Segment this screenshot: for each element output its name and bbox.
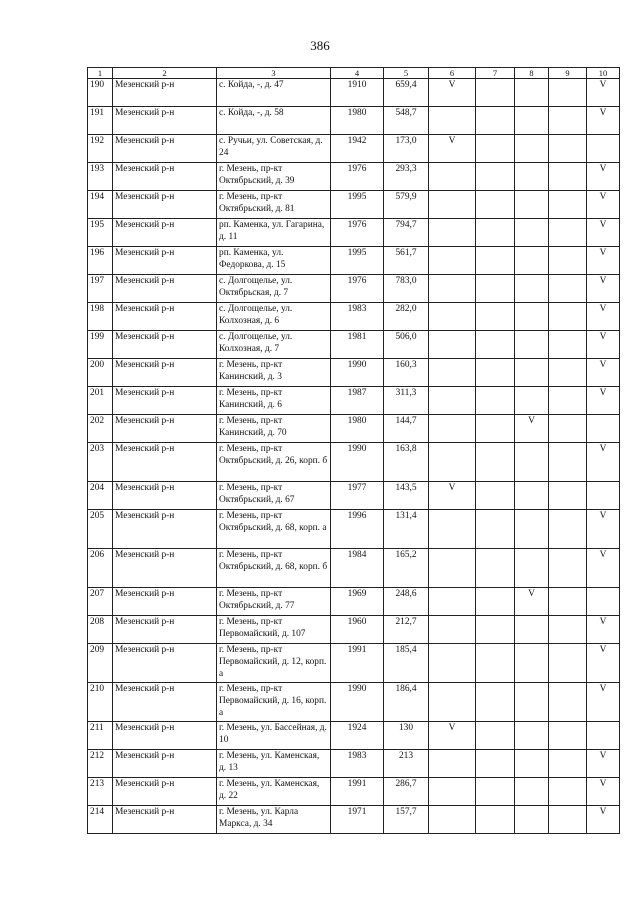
row-number-cell: 193 (88, 163, 113, 191)
year-cell: 1984 (331, 549, 384, 588)
column-9-cell (549, 482, 587, 510)
column-9-cell (549, 79, 587, 107)
row-number-cell: 210 (88, 683, 113, 722)
column-9-cell (549, 135, 587, 163)
year-cell: 1987 (331, 387, 384, 415)
area-cell: 131,4 (384, 510, 429, 549)
column-10-cell: V (587, 616, 620, 644)
column-9-cell (549, 275, 587, 303)
column-header: 5 (384, 68, 429, 79)
year-cell: 1976 (331, 275, 384, 303)
column-10-cell: V (587, 303, 620, 331)
year-cell: 1969 (331, 588, 384, 616)
year-cell: 1924 (331, 722, 384, 750)
year-cell: 1996 (331, 510, 384, 549)
district-cell: Мезенский р-н (113, 588, 217, 616)
table-row (88, 163, 620, 191)
column-8-cell (515, 644, 549, 683)
column-9-cell (549, 750, 587, 778)
row-number-cell: 211 (88, 722, 113, 750)
district-cell: Мезенский р-н (113, 191, 217, 219)
district-cell: Мезенский р-н (113, 415, 217, 443)
table-row (88, 588, 620, 616)
district-cell: Мезенский р-н (113, 644, 217, 683)
address-cell: г. Мезень, пр-кт Октябрьский, д. 67 (217, 482, 331, 510)
column-header: 9 (549, 68, 587, 79)
year-cell: 1980 (331, 415, 384, 443)
district-cell: Мезенский р-н (113, 359, 217, 387)
row-number-cell: 203 (88, 443, 113, 482)
column-7-cell (476, 616, 515, 644)
address-cell: г. Мезень, пр-кт Октябрьский, д. 81 (217, 191, 331, 219)
column-9-cell (549, 219, 587, 247)
column-9-cell (549, 644, 587, 683)
year-cell: 1983 (331, 303, 384, 331)
column-9-cell (549, 616, 587, 644)
column-7-cell (476, 482, 515, 510)
column-8-cell (515, 275, 549, 303)
year-cell: 1983 (331, 750, 384, 778)
column-8-cell (515, 247, 549, 275)
column-8-cell (515, 616, 549, 644)
column-8-cell (515, 806, 549, 834)
district-cell: Мезенский р-н (113, 135, 217, 163)
column-7-cell (476, 387, 515, 415)
area-cell: 213 (384, 750, 429, 778)
area-cell: 561,7 (384, 247, 429, 275)
column-7-cell (476, 588, 515, 616)
row-number-cell: 190 (88, 79, 113, 107)
year-cell: 1995 (331, 191, 384, 219)
column-8-cell (515, 135, 549, 163)
year-cell: 1976 (331, 219, 384, 247)
column-6-cell (429, 107, 476, 135)
column-7-cell (476, 644, 515, 683)
column-header: 7 (476, 68, 515, 79)
column-header: 8 (515, 68, 549, 79)
column-7-cell (476, 303, 515, 331)
address-cell: г. Мезень, пр-кт Первомайский, д. 107 (217, 616, 331, 644)
column-9-cell (549, 443, 587, 482)
table-row (88, 549, 620, 588)
address-cell: г. Мезень, пр-кт Канинский, д. 70 (217, 415, 331, 443)
column-9-cell (549, 107, 587, 135)
address-cell: с. Койда, -, д. 58 (217, 107, 331, 135)
table-row (88, 510, 620, 549)
column-8-cell (515, 79, 549, 107)
district-cell: Мезенский р-н (113, 750, 217, 778)
area-cell: 186,4 (384, 683, 429, 722)
page-number: 386 (310, 38, 330, 53)
table-row (88, 750, 620, 778)
column-6-cell (429, 644, 476, 683)
column-6-cell (429, 387, 476, 415)
column-10-cell: V (587, 163, 620, 191)
row-number-cell: 208 (88, 616, 113, 644)
column-9-cell (549, 683, 587, 722)
district-cell: Мезенский р-н (113, 79, 217, 107)
row-number-cell: 213 (88, 778, 113, 806)
area-cell: 783,0 (384, 275, 429, 303)
column-6-cell (429, 549, 476, 588)
column-6-cell (429, 443, 476, 482)
year-cell: 1977 (331, 482, 384, 510)
column-8-cell: V (515, 415, 549, 443)
address-cell: г. Мезень, пр-кт Октябрьский, д. 68, корп. б (217, 549, 331, 588)
district-cell: Мезенский р-н (113, 275, 217, 303)
area-cell: 506,0 (384, 331, 429, 359)
address-cell: с. Долгощелье, ул. Колхозная, д. 7 (217, 331, 331, 359)
column-10-cell: V (587, 443, 620, 482)
column-8-cell (515, 549, 549, 588)
column-9-cell (549, 191, 587, 219)
column-8-cell (515, 750, 549, 778)
column-6-cell (429, 588, 476, 616)
table-row (88, 247, 620, 275)
area-cell: 130 (384, 722, 429, 750)
address-cell: г. Мезень, ул. Каменская, д. 22 (217, 778, 331, 806)
column-10-cell: V (587, 79, 620, 107)
district-cell: Мезенский р-н (113, 247, 217, 275)
column-6-cell: V (429, 135, 476, 163)
address-cell: рп. Каменка, ул. Федоркова, д. 15 (217, 247, 331, 275)
address-cell: г. Мезень, пр-кт Первомайский, д. 12, корп. а (217, 644, 331, 683)
area-cell: 311,3 (384, 387, 429, 415)
row-number-cell: 196 (88, 247, 113, 275)
district-cell: Мезенский р-н (113, 722, 217, 750)
column-8-cell (515, 683, 549, 722)
area-cell: 143,5 (384, 482, 429, 510)
column-10-cell (587, 722, 620, 750)
district-cell: Мезенский р-н (113, 683, 217, 722)
column-10-cell: V (587, 359, 620, 387)
district-cell: Мезенский р-н (113, 163, 217, 191)
column-10-cell: V (587, 247, 620, 275)
column-6-cell (429, 247, 476, 275)
column-6-cell (429, 275, 476, 303)
column-8-cell (515, 482, 549, 510)
area-cell: 212,7 (384, 616, 429, 644)
year-cell: 1995 (331, 247, 384, 275)
column-6-cell (429, 219, 476, 247)
column-6-cell (429, 510, 476, 549)
column-10-cell: V (587, 750, 620, 778)
column-9-cell (549, 247, 587, 275)
address-cell: с. Долгощелье, ул. Октябрьская, д. 7 (217, 275, 331, 303)
column-7-cell (476, 549, 515, 588)
table-row (88, 135, 620, 163)
column-7-cell (476, 806, 515, 834)
area-cell: 286,7 (384, 778, 429, 806)
table-row (88, 331, 620, 359)
table-row (88, 275, 620, 303)
row-number-cell: 197 (88, 275, 113, 303)
district-cell: Мезенский р-н (113, 107, 217, 135)
address-cell: рп. Каменка, ул. Гагарина, д. 11 (217, 219, 331, 247)
year-cell: 1990 (331, 359, 384, 387)
area-cell: 548,7 (384, 107, 429, 135)
column-header: 2 (113, 68, 217, 79)
column-8-cell (515, 303, 549, 331)
row-number-cell: 194 (88, 191, 113, 219)
column-header: 10 (587, 68, 620, 79)
column-7-cell (476, 443, 515, 482)
column-8-cell (515, 219, 549, 247)
column-7-cell (476, 219, 515, 247)
column-8-cell (515, 163, 549, 191)
row-number-cell: 200 (88, 359, 113, 387)
column-7-cell (476, 79, 515, 107)
area-cell: 248,6 (384, 588, 429, 616)
column-9-cell (549, 359, 587, 387)
column-10-cell: V (587, 387, 620, 415)
table-row (88, 359, 620, 387)
district-cell: Мезенский р-н (113, 303, 217, 331)
address-cell: г. Мезень, пр-кт Октябрьский, д. 26, корп. б (217, 443, 331, 482)
area-cell: 794,7 (384, 219, 429, 247)
year-cell: 1976 (331, 163, 384, 191)
column-9-cell (549, 549, 587, 588)
table-row (88, 415, 620, 443)
area-cell: 659,4 (384, 79, 429, 107)
year-cell: 1910 (331, 79, 384, 107)
column-9-cell (549, 806, 587, 834)
column-8-cell (515, 359, 549, 387)
column-10-cell: V (587, 806, 620, 834)
column-8-cell (515, 443, 549, 482)
table-row (88, 191, 620, 219)
column-9-cell (549, 722, 587, 750)
column-6-cell (429, 191, 476, 219)
year-cell: 1971 (331, 806, 384, 834)
column-8-cell (515, 387, 549, 415)
row-number-cell: 214 (88, 806, 113, 834)
column-10-cell: V (587, 683, 620, 722)
district-cell: Мезенский р-н (113, 387, 217, 415)
column-header: 1 (88, 68, 113, 79)
table-row (88, 722, 620, 750)
column-10-cell: V (587, 510, 620, 549)
row-number-cell: 205 (88, 510, 113, 549)
address-cell: г. Мезень, пр-кт Октябрьский, д. 39 (217, 163, 331, 191)
area-cell: 165,2 (384, 549, 429, 588)
column-6-cell (429, 415, 476, 443)
year-cell: 1942 (331, 135, 384, 163)
column-10-cell: V (587, 644, 620, 683)
row-number-cell: 202 (88, 415, 113, 443)
district-cell: Мезенский р-н (113, 778, 217, 806)
area-cell: 163,8 (384, 443, 429, 482)
column-7-cell (476, 275, 515, 303)
address-cell: с. Ручьи, ул. Советская, д. 24 (217, 135, 331, 163)
area-cell: 282,0 (384, 303, 429, 331)
address-cell: г. Мезень, пр-кт Канинский, д. 3 (217, 359, 331, 387)
column-9-cell (549, 303, 587, 331)
column-10-cell (587, 135, 620, 163)
register-table (87, 67, 620, 834)
year-cell: 1980 (331, 107, 384, 135)
table-row (88, 219, 620, 247)
district-cell: Мезенский р-н (113, 806, 217, 834)
row-number-cell: 198 (88, 303, 113, 331)
column-7-cell (476, 415, 515, 443)
column-9-cell (549, 778, 587, 806)
address-cell: с. Долгощелье, ул. Колхозная, д. 6 (217, 303, 331, 331)
year-cell: 1960 (331, 616, 384, 644)
column-10-cell (587, 482, 620, 510)
column-6-cell (429, 163, 476, 191)
column-6-cell: V (429, 482, 476, 510)
year-cell: 1981 (331, 331, 384, 359)
column-9-cell (549, 510, 587, 549)
column-8-cell (515, 510, 549, 549)
column-6-cell (429, 331, 476, 359)
address-cell: г. Мезень, ул. Бассейная, д. 10 (217, 722, 331, 750)
column-6-cell (429, 750, 476, 778)
area-cell: 579,9 (384, 191, 429, 219)
column-8-cell (515, 331, 549, 359)
row-number-cell: 192 (88, 135, 113, 163)
column-10-cell: V (587, 275, 620, 303)
column-8-cell (515, 778, 549, 806)
column-10-cell: V (587, 331, 620, 359)
table-row (88, 616, 620, 644)
column-10-cell (587, 588, 620, 616)
year-cell: 1991 (331, 644, 384, 683)
row-number-cell: 204 (88, 482, 113, 510)
column-6-cell: V (429, 79, 476, 107)
table-row (88, 778, 620, 806)
column-7-cell (476, 247, 515, 275)
column-9-cell (549, 415, 587, 443)
district-cell: Мезенский р-н (113, 549, 217, 588)
column-header: 6 (429, 68, 476, 79)
table-row (88, 387, 620, 415)
row-number-cell: 207 (88, 588, 113, 616)
column-6-cell (429, 806, 476, 834)
column-9-cell (549, 163, 587, 191)
column-6-cell: V (429, 722, 476, 750)
column-7-cell (476, 683, 515, 722)
column-9-cell (549, 387, 587, 415)
column-6-cell (429, 616, 476, 644)
table-row (88, 79, 620, 107)
address-cell: г. Мезень, пр-кт Канинский, д. 6 (217, 387, 331, 415)
district-cell: Мезенский р-н (113, 482, 217, 510)
column-header: 3 (217, 68, 331, 79)
year-cell: 1990 (331, 683, 384, 722)
area-cell: 160,3 (384, 359, 429, 387)
column-8-cell (515, 107, 549, 135)
column-7-cell (476, 750, 515, 778)
column-8-cell (515, 722, 549, 750)
column-6-cell (429, 303, 476, 331)
column-10-cell: V (587, 191, 620, 219)
column-7-cell (476, 191, 515, 219)
district-cell: Мезенский р-н (113, 510, 217, 549)
area-cell: 144,7 (384, 415, 429, 443)
table-row (88, 443, 620, 482)
district-cell: Мезенский р-н (113, 331, 217, 359)
table-row (88, 482, 620, 510)
column-10-cell: V (587, 107, 620, 135)
address-cell: с. Койда, -, д. 47 (217, 79, 331, 107)
column-6-cell (429, 778, 476, 806)
address-cell: г. Мезень, пр-кт Октябрьский, д. 68, корп. а (217, 510, 331, 549)
row-number-cell: 199 (88, 331, 113, 359)
column-7-cell (476, 163, 515, 191)
table-row (88, 644, 620, 683)
table-row (88, 683, 620, 722)
table-body (88, 79, 620, 834)
district-cell: Мезенский р-н (113, 443, 217, 482)
row-number-cell: 212 (88, 750, 113, 778)
district-cell: Мезенский р-н (113, 616, 217, 644)
column-10-cell: V (587, 549, 620, 588)
column-10-cell: V (587, 219, 620, 247)
row-number-cell: 191 (88, 107, 113, 135)
row-number-cell: 201 (88, 387, 113, 415)
table-row (88, 107, 620, 135)
address-cell: г. Мезень, пр-кт Первомайский, д. 16, корп. а (217, 683, 331, 722)
area-cell: 293,3 (384, 163, 429, 191)
column-9-cell (549, 588, 587, 616)
area-cell: 157,7 (384, 806, 429, 834)
district-cell: Мезенский р-н (113, 219, 217, 247)
header-row (88, 68, 620, 79)
address-cell: г. Мезень, пр-кт Октябрьский, д. 77 (217, 588, 331, 616)
table-row (88, 806, 620, 834)
column-7-cell (476, 135, 515, 163)
area-cell: 173,0 (384, 135, 429, 163)
year-cell: 1990 (331, 443, 384, 482)
address-cell: г. Мезень, ул. Каменская, д. 13 (217, 750, 331, 778)
table-header (88, 68, 620, 79)
table-row (88, 303, 620, 331)
column-6-cell (429, 683, 476, 722)
row-number-cell: 206 (88, 549, 113, 588)
column-7-cell (476, 331, 515, 359)
row-number-cell: 209 (88, 644, 113, 683)
column-10-cell: V (587, 778, 620, 806)
column-8-cell (515, 191, 549, 219)
column-6-cell (429, 359, 476, 387)
address-cell: г. Мезень, ул. Карла Маркса, д. 34 (217, 806, 331, 834)
area-cell: 185,4 (384, 644, 429, 683)
column-10-cell (587, 415, 620, 443)
column-7-cell (476, 107, 515, 135)
column-8-cell: V (515, 588, 549, 616)
column-9-cell (549, 331, 587, 359)
row-number-cell: 195 (88, 219, 113, 247)
column-7-cell (476, 722, 515, 750)
column-7-cell (476, 510, 515, 549)
column-header: 4 (331, 68, 384, 79)
column-7-cell (476, 359, 515, 387)
column-7-cell (476, 778, 515, 806)
year-cell: 1991 (331, 778, 384, 806)
